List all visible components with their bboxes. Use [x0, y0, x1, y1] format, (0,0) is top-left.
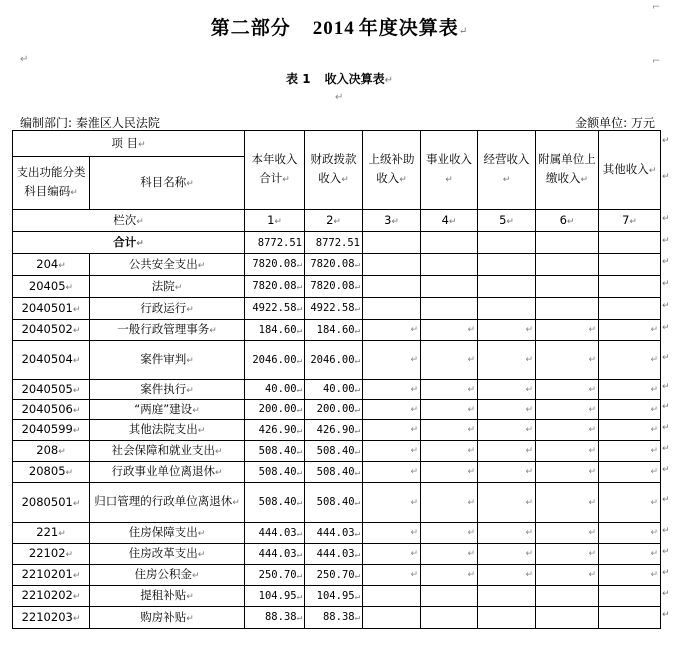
empty-cell — [536, 298, 599, 320]
table-row — [13, 565, 661, 586]
empty-cell: ↵ — [536, 544, 599, 565]
empty-cell: ↵ — [536, 341, 599, 380]
empty-cell: ↵ — [536, 483, 599, 523]
empty-cell — [478, 607, 536, 629]
value-cell: 40.00↵ — [245, 380, 305, 400]
empty-cell — [478, 276, 536, 298]
empty-cell: ↵ — [363, 462, 421, 483]
empty-cell — [599, 586, 661, 607]
row-end-icon: ↵ — [662, 567, 670, 578]
table-row — [13, 276, 661, 298]
row-end-icon: ↵ — [662, 236, 670, 246]
value-cell: 4922.58↵ — [245, 298, 305, 320]
empty-cell: ↵ — [363, 565, 421, 586]
col-header-7: 其他收入↵ — [599, 131, 661, 210]
value-cell: 7820.08↵ — [305, 254, 363, 276]
empty-cell: ↵ — [478, 420, 536, 441]
empty-cell: ↵ — [478, 380, 536, 400]
empty-cell: ↵ — [478, 341, 536, 380]
empty-cell: ↵ — [478, 544, 536, 565]
empty-cell: ↵ — [599, 420, 661, 441]
name-cell: 行政事业单位离退休↵ — [90, 462, 245, 483]
name-cell: 住房改革支出↵ — [90, 544, 245, 565]
empty-cell — [478, 298, 536, 320]
row-end-icon: ↵ — [662, 382, 670, 392]
empty-cell — [478, 232, 536, 254]
paragraph-mark-icon: ↵ — [384, 75, 393, 86]
value-cell: 2046.00↵ — [245, 341, 305, 380]
row-end-icon: ↵ — [662, 546, 670, 557]
value-cell: 508.40↵ — [305, 441, 363, 462]
row-end-icon: ↵ — [662, 402, 670, 412]
empty-cell — [599, 298, 661, 320]
margin-mark-icon: ⌐ — [652, 56, 661, 67]
name-cell: 归口管理的行政单位离退休↵ — [90, 483, 245, 523]
empty-cell: ↵ — [478, 441, 536, 462]
empty-cell: ↵ — [599, 380, 661, 400]
name-cell: 其他法院支出↵ — [90, 420, 245, 441]
empty-cell: ↵ — [421, 483, 478, 523]
value-cell: 104.95↵ — [305, 586, 363, 607]
index-cell: 5↵ — [478, 210, 536, 232]
income-table — [12, 130, 661, 629]
paragraph-mark-icon: ↵ — [458, 26, 469, 37]
value-cell: 508.40↵ — [305, 483, 363, 523]
col-header-4: 事业收入↵ — [421, 131, 478, 210]
table-caption — [0, 70, 679, 87]
row-end-icon: ↵ — [662, 588, 670, 599]
name-cell: 一般行政管理事务↵ — [90, 320, 245, 341]
table-row — [13, 420, 661, 441]
row-end-icon: ↵ — [662, 172, 670, 182]
title-prefix: 第二部分 — [210, 17, 291, 39]
empty-cell — [536, 586, 599, 607]
code-cell: 208↵ — [13, 441, 90, 462]
empty-cell: ↵ — [363, 544, 421, 565]
code-cell: 2210203↵ — [13, 607, 90, 629]
table-row — [13, 441, 661, 462]
empty-cell: ↵ — [536, 565, 599, 586]
value-cell: 104.95↵ — [245, 586, 305, 607]
empty-cell — [478, 254, 536, 276]
value-cell: 508.40↵ — [305, 462, 363, 483]
title-year: 2014 — [312, 18, 355, 39]
code-cell: 204↵ — [13, 254, 90, 276]
empty-cell: ↵ — [536, 420, 599, 441]
code-cell: 20405↵ — [13, 276, 90, 298]
empty-cell: ↵ — [478, 483, 536, 523]
empty-cell: ↵ — [599, 544, 661, 565]
empty-cell: ↵ — [478, 523, 536, 544]
empty-cell — [536, 232, 599, 254]
row-end-icon: ↵ — [662, 525, 670, 536]
empty-cell: ↵ — [363, 483, 421, 523]
empty-cell: ↵ — [363, 320, 421, 341]
col-header-6: 附属单位上缴收入↵ — [536, 131, 599, 210]
table-row — [13, 483, 661, 523]
table-row — [13, 341, 661, 380]
empty-cell: ↵ — [363, 523, 421, 544]
table-number: 表 1 — [286, 72, 311, 86]
name-cell: 公共安全支出↵ — [90, 254, 245, 276]
empty-cell: ↵ — [599, 565, 661, 586]
margin-mark-icon: ↵ — [20, 54, 29, 65]
table-row — [13, 320, 661, 341]
index-cell: 4↵ — [421, 210, 478, 232]
col-header-1: 本年收入合计↵ — [245, 131, 305, 210]
empty-cell — [363, 254, 421, 276]
row-end-icon: ↵ — [662, 443, 670, 454]
name-cell: 住房公积金↵ — [90, 565, 245, 586]
table-row — [13, 523, 661, 544]
empty-cell: ↵ — [599, 483, 661, 523]
code-cell: 20805↵ — [13, 462, 90, 483]
empty-cell — [599, 276, 661, 298]
name-cell: 提租补贴↵ — [90, 586, 245, 607]
empty-cell: ↵ — [421, 462, 478, 483]
value-cell: 250.70↵ — [305, 565, 363, 586]
empty-cell: ↵ — [363, 380, 421, 400]
page-title — [0, 13, 679, 40]
value-cell: 200.00↵ — [305, 400, 363, 420]
row-end-icon: ↵ — [662, 352, 670, 363]
code-cell: 2040505↵ — [13, 380, 90, 400]
unit-label: 金额单位: 万元 — [575, 116, 655, 130]
code-cell: 2040599↵ — [13, 420, 90, 441]
empty-cell — [363, 276, 421, 298]
empty-cell — [478, 586, 536, 607]
empty-cell — [599, 607, 661, 629]
empty-cell — [421, 254, 478, 276]
value-cell: 7820.08↵ — [245, 276, 305, 298]
value-cell: 508.40↵ — [245, 441, 305, 462]
empty-cell — [536, 276, 599, 298]
row-end-icon: ↵ — [662, 257, 670, 267]
table-row — [13, 298, 661, 320]
row-end-icon: ↵ — [662, 422, 670, 433]
code-cell: 2080501↵ — [13, 483, 90, 523]
index-cell: 1↵ — [245, 210, 305, 232]
value-cell: 40.00↵ — [305, 380, 363, 400]
empty-cell — [536, 607, 599, 629]
value-cell: 250.70↵ — [245, 565, 305, 586]
empty-cell: ↵ — [363, 341, 421, 380]
empty-cell — [363, 607, 421, 629]
name-cell: “两庭”建设↵ — [90, 400, 245, 420]
name-cell: 案件执行↵ — [90, 380, 245, 400]
total-value: 8772.51 — [305, 232, 363, 254]
value-cell: 7820.08↵ — [245, 254, 305, 276]
value-cell: 4922.58↵ — [305, 298, 363, 320]
value-cell: 508.40↵ — [245, 483, 305, 523]
total-label: 合计↵ — [13, 232, 245, 254]
empty-cell: ↵ — [599, 400, 661, 420]
value-cell: 508.40↵ — [245, 462, 305, 483]
value-cell: 426.90↵ — [245, 420, 305, 441]
code-cell: 2040502↵ — [13, 320, 90, 341]
value-cell: 200.00↵ — [245, 400, 305, 420]
empty-cell — [536, 254, 599, 276]
code-cell: 2040506↵ — [13, 400, 90, 420]
table-row — [13, 586, 661, 607]
row-end-icon: ↵ — [662, 136, 670, 146]
dept-label: 编制部门: 秦淮区人民法院 — [20, 116, 160, 130]
table-row — [13, 544, 661, 565]
empty-cell: ↵ — [421, 441, 478, 462]
name-cell: 案件审判↵ — [90, 341, 245, 380]
value-cell: 426.90↵ — [305, 420, 363, 441]
value-cell: 2046.00↵ — [305, 341, 363, 380]
empty-cell: ↵ — [421, 380, 478, 400]
index-row — [13, 210, 661, 232]
row-end-icon: ↵ — [662, 279, 670, 289]
empty-cell: ↵ — [599, 441, 661, 462]
index-label: 栏次↵ — [13, 210, 245, 232]
empty-cell — [363, 586, 421, 607]
table-row — [13, 254, 661, 276]
name-cell: 购房补贴↵ — [90, 607, 245, 629]
code-header: 支出功能分类科目编码↵ — [13, 157, 90, 210]
name-header: 科目名称↵ — [90, 157, 245, 210]
table-row — [13, 462, 661, 483]
index-cell: 6↵ — [536, 210, 599, 232]
name-cell: 法院↵ — [90, 276, 245, 298]
value-cell: 444.03↵ — [305, 544, 363, 565]
empty-cell — [421, 232, 478, 254]
name-cell: 住房保障支出↵ — [90, 523, 245, 544]
value-cell: 444.03↵ — [305, 523, 363, 544]
name-cell: 社会保障和就业支出↵ — [90, 441, 245, 462]
row-end-icon: ↵ — [662, 495, 670, 505]
empty-cell: ↵ — [536, 380, 599, 400]
paragraph-mark-icon: ↵ — [335, 92, 344, 103]
empty-cell — [421, 607, 478, 629]
value-cell: 184.60↵ — [305, 320, 363, 341]
header-row — [13, 131, 661, 157]
row-end-icon: ↵ — [662, 214, 670, 224]
col-header-3: 上级补助收入↵ — [363, 131, 421, 210]
empty-cell: ↵ — [536, 462, 599, 483]
code-cell: 2210201↵ — [13, 565, 90, 586]
empty-cell: ↵ — [363, 420, 421, 441]
value-cell: 88.38↵ — [305, 607, 363, 629]
empty-cell — [599, 232, 661, 254]
table-row — [13, 400, 661, 420]
empty-cell — [363, 232, 421, 254]
empty-cell: ↵ — [536, 523, 599, 544]
value-cell: 7820.08↵ — [305, 276, 363, 298]
empty-cell — [421, 276, 478, 298]
table-row — [13, 380, 661, 400]
index-cell: 3↵ — [363, 210, 421, 232]
total-value: 8772.51 — [245, 232, 305, 254]
empty-cell: ↵ — [421, 320, 478, 341]
empty-cell: ↵ — [421, 341, 478, 380]
code-cell: 2210202↵ — [13, 586, 90, 607]
value-cell: 444.03↵ — [245, 544, 305, 565]
empty-cell: ↵ — [363, 400, 421, 420]
code-cell: 2040501↵ — [13, 298, 90, 320]
margin-mark-icon: ⌐ — [652, 2, 661, 13]
empty-cell: ↵ — [421, 523, 478, 544]
empty-cell: ↵ — [536, 400, 599, 420]
value-cell: 184.60↵ — [245, 320, 305, 341]
empty-cell: ↵ — [478, 462, 536, 483]
empty-cell: ↵ — [421, 565, 478, 586]
empty-cell: ↵ — [478, 320, 536, 341]
row-end-icon: ↵ — [662, 322, 670, 333]
empty-cell: ↵ — [478, 565, 536, 586]
col-header-2: 财政拨款收入↵ — [305, 131, 363, 210]
empty-cell: ↵ — [421, 400, 478, 420]
code-cell: 221↵ — [13, 523, 90, 544]
empty-cell: ↵ — [421, 544, 478, 565]
empty-cell — [421, 586, 478, 607]
col-header-5: 经营收入↵ — [478, 131, 536, 210]
empty-cell: ↵ — [536, 320, 599, 341]
empty-cell: ↵ — [536, 441, 599, 462]
empty-cell: ↵ — [599, 462, 661, 483]
index-cell: 2↵ — [305, 210, 363, 232]
total-row — [13, 232, 661, 254]
empty-cell: ↵ — [421, 420, 478, 441]
index-cell: 7↵ — [599, 210, 661, 232]
empty-cell: ↵ — [599, 320, 661, 341]
empty-cell — [363, 298, 421, 320]
value-cell: 88.38↵ — [245, 607, 305, 629]
row-end-icon: ↵ — [662, 464, 670, 475]
row-end-icon: ↵ — [662, 610, 670, 620]
empty-cell: ↵ — [478, 400, 536, 420]
empty-cell: ↵ — [363, 441, 421, 462]
empty-cell: ↵ — [599, 341, 661, 380]
name-cell: 行政运行↵ — [90, 298, 245, 320]
row-end-icon: ↵ — [662, 301, 670, 311]
empty-cell — [421, 298, 478, 320]
empty-cell — [599, 254, 661, 276]
code-cell: 22102↵ — [13, 544, 90, 565]
table-name: 收入决算表 — [324, 72, 385, 86]
code-cell: 2040504↵ — [13, 341, 90, 380]
item-header: 项 目↵ — [13, 131, 245, 157]
empty-cell: ↵ — [599, 523, 661, 544]
title-suffix: 年度决算表 — [358, 17, 459, 39]
table-row — [13, 607, 661, 629]
value-cell: 444.03↵ — [245, 523, 305, 544]
